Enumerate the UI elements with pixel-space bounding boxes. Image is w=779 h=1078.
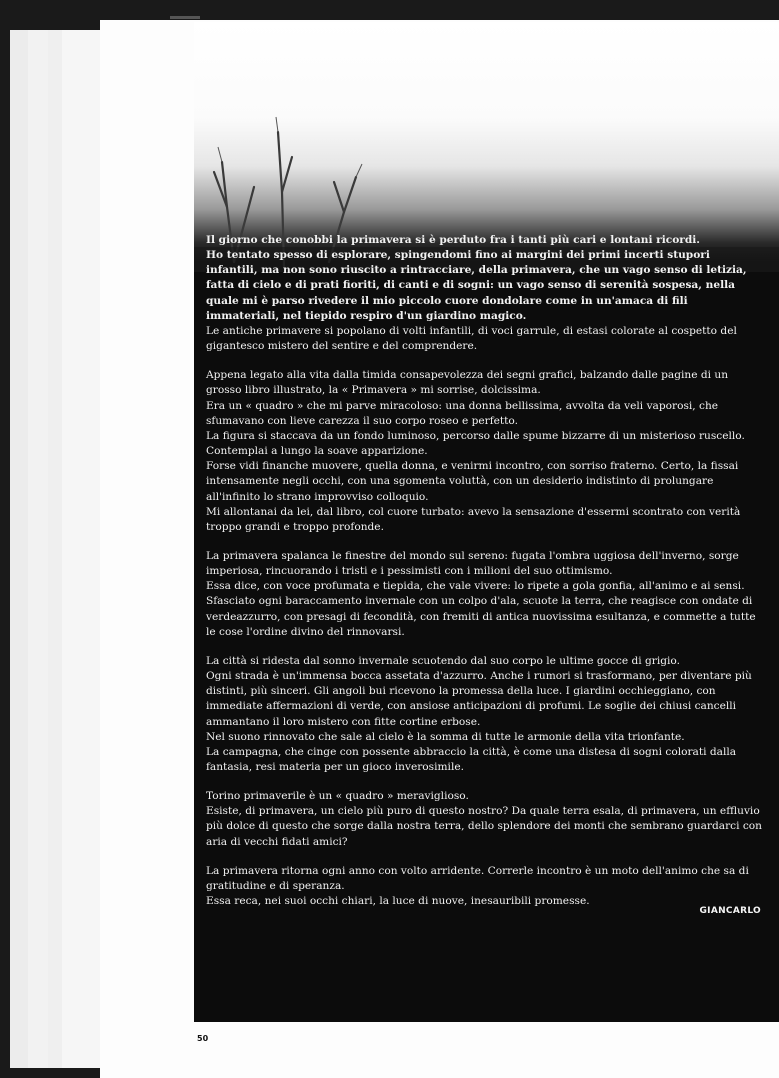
paragraph: Era un « quadro » che mi parve miracoloso: una donna bellissima, avvolta da veli vaporosi, che sfumavano con lieve carezza il suo corpo roseo e perfetto.	[206, 399, 719, 427]
spring-photo	[194, 22, 779, 1022]
paragraph: Le antiche primavere si popolano di volti infantili, di voci garrule, di estasi colorate al cospetto del gigantesco mistero del sentire e del comprendere.	[206, 324, 737, 353]
paragraph: Appena legato alla vita dalla timida consapevolezza dei segni grafici, balzando dalle pagine di un grosso libro illustrato, la « Primavera » mi sorrise, dolcissima.	[206, 369, 729, 397]
page-edge	[28, 30, 49, 1068]
paragraph: La primavera ritorna ogni anno con volto arridente. Correrle incontro è un moto dell'animo che sa di gratitudine e di speranza.	[206, 864, 749, 892]
paragraph: Nel suono rinnovato che sale al cielo è la somma di tutte le armonie della vita trionfante.	[206, 730, 685, 743]
page-number: 50	[197, 1034, 209, 1043]
paragraph: La primavera spalanca le finestre del mondo sul sereno: fugata l'ombra uggiosa dell'inverno, sorge imperiosa, rincuorando i tristi e i pessimisti con i milioni del suo ottimismo.	[206, 549, 739, 578]
paragraph-gap	[206, 640, 764, 654]
page-edge	[62, 30, 101, 1068]
paragraph-gap	[206, 850, 764, 864]
paragraph: Il giorno che conobbi la primavera si è perduto fra i tanti più cari e lontani ricordi.	[206, 234, 700, 246]
paragraph: Essa reca, nei suoi occhi chiari, la luce di nuove, inesauribili promesse.	[206, 895, 590, 908]
paragraph-gap	[206, 535, 764, 549]
paragraph: Torino primaverile è un « quadro » meraviglioso.	[206, 790, 469, 803]
paragraph: La città si ridesta dal sonno invernale scuotendo dal suo corpo le ultime gocce di grigio.	[206, 654, 680, 667]
article-body	[206, 233, 764, 909]
paragraph: Ogni strada è un'immensa bocca assetata d'azzurro. Anche i rumori si trasformano, per diventare più distinti, più sinceri. Gli angoli bui ricevono la promessa della luce. I giardini occhieggiano, con immediate affermazioni di verde, con ansiose anticipazioni di profumi. Le soglie dei chiusi cancelli ammantano il loro mistero con fitte cortine erbose.	[206, 670, 752, 728]
page-edge	[10, 30, 29, 1068]
paragraph: Esiste, di primavera, un cielo più puro di questo nostro? Da quale terra esala, di primavera, un effluvio più dolce di questo che sorge dalla nostra terra, dello splendore dei monti che sembrano guardarci con aria di vecchi fidati amici?	[206, 805, 762, 848]
paragraph: Forse vidi finanche muovere, quella donna, e venirmi incontro, con sorriso fraterno. Certo, la fissai intensamente negli occhi, con una sgomenta voluttà, con un desiderio indistinto di prolungare all'infinito lo strano improvviso colloquio.	[206, 460, 739, 503]
paragraph: Mi allontanai da lei, dal libro, col cuore turbato: avevo la sensazione d'essermi scontrato con verità troppo grandi e troppo profonde.	[206, 505, 741, 533]
paragraph: Ho tentato spesso di esplorare, spingendomi fino ai margini dei primi incerti stupori infantili, ma non sono riuscito a rintracciare, della primavera, che un vago senso di letizia, fatta di cielo e di prati fioriti, di canti e di sogni: un vago senso di serenità sospesa, nella quale mi è parso rivedere il mio piccolo cuore dondolare come in un'amaca di fili immateriali, nel tiepido respiro d'un giardino magico.	[206, 249, 747, 322]
paragraph: Essa dice, con voce profumata e tiepida, che vale vivere: lo ripete a gola gonfia, all'animo e ai sensi. Sfasciato ogni baraccamento invernale con un colpo d'ala, scuote la terra, che reagisce con ondate di verdeazzurro, con presagi di fecondità, con fremiti di antica nuovissima esultanza, e commette a tutte le cose l'ordine divino del rinnovarsi.	[206, 580, 756, 638]
page-edge	[48, 30, 63, 1068]
paragraph-gap	[206, 775, 764, 789]
paragraph: La figura si staccava da un fondo luminoso, percorso dalle spume bizzarre di un misterioso ruscello. Contemplai a lungo la soave apparizione.	[206, 429, 745, 458]
author-signature: GIANCARLO	[699, 906, 761, 916]
paragraph-gap	[206, 354, 764, 368]
paragraph: La campagna, che cinge con possente abbraccio la città, è come una distesa di sogni colorati dalla fantasia, resi materia per un gioco inverosimile.	[206, 745, 737, 773]
top-strip	[170, 16, 200, 19]
